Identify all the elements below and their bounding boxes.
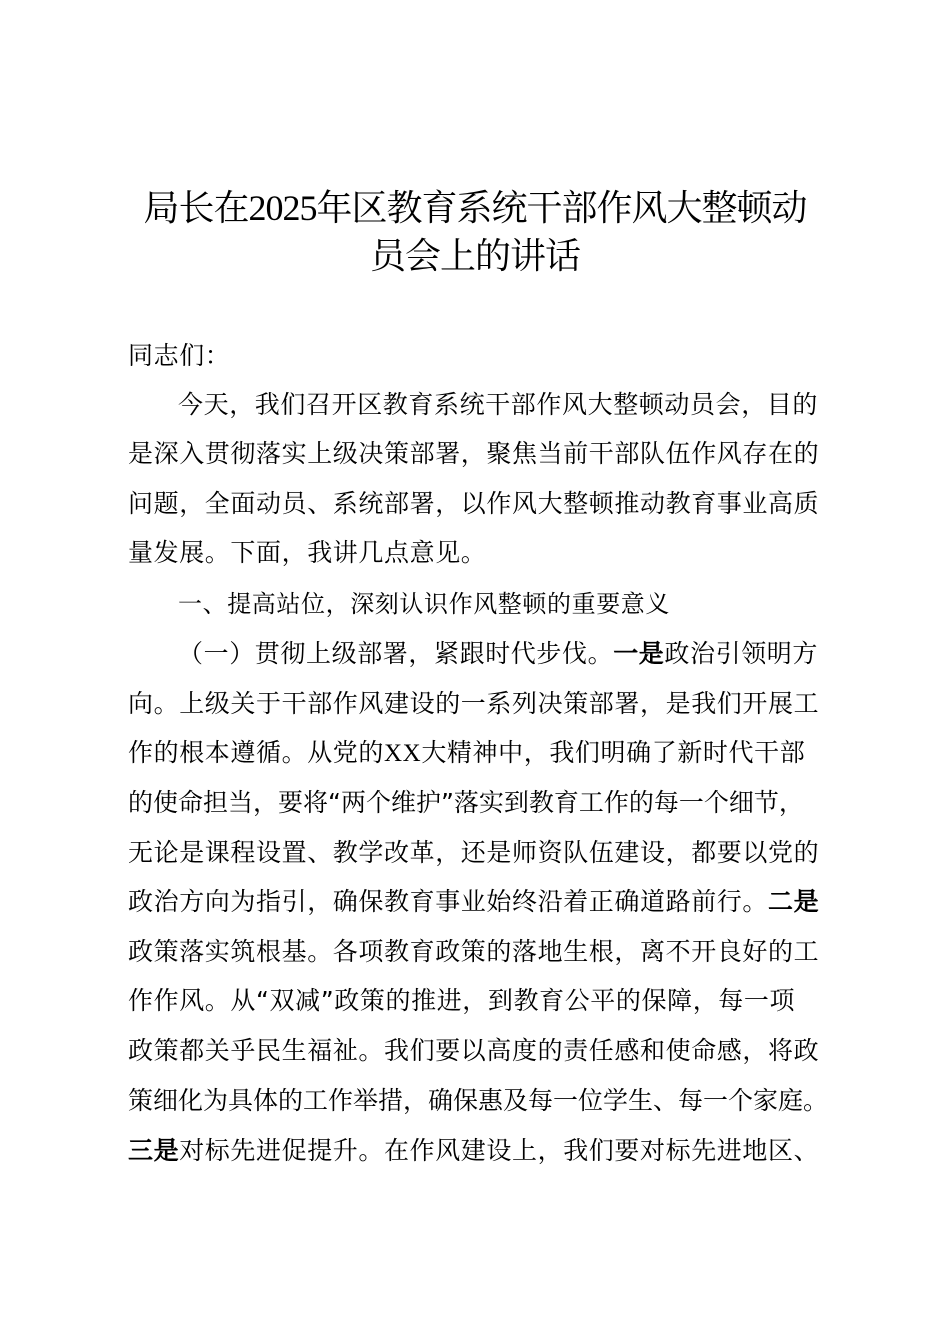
line-text: 作的根本遵循。从党的 bbox=[128, 738, 385, 767]
line-text: 大精神中，我们明确了新时代干部 bbox=[421, 738, 806, 767]
paragraph-line: 作作风。从“双减”政策的推进，到教育公平的保障，每一项 bbox=[128, 986, 796, 1015]
paragraph-line: 政策都关乎民生福祉。我们要以高度的责任感和使命感，将政 bbox=[128, 1036, 820, 1065]
bold-marker: 二是 bbox=[768, 887, 820, 916]
paragraph-line: 向。上级关于干部作风建设的一系列决策部署，是我们开展工 bbox=[128, 689, 820, 718]
paragraph-line: 的使命担当，要将“两个维护”落实到教育工作的每一个细节， bbox=[128, 788, 804, 817]
placeholder-xx: XX bbox=[384, 740, 422, 767]
paragraph-line: 量发展。下面，我讲几点意见。 bbox=[128, 538, 487, 567]
line-text: 政治方向为指引，确保教育事业始终沿着正确道路前行。 bbox=[128, 887, 769, 916]
paragraph-line bbox=[128, 886, 819, 918]
paragraph-line: 今天，我们召开区教育系统干部作风大整顿动员会，目的 bbox=[178, 390, 819, 419]
paragraph-line bbox=[178, 638, 818, 670]
title-rest: 年区教育系统干部作风大整顿动 bbox=[316, 188, 807, 229]
line-text: 政治引领明方 bbox=[664, 639, 819, 668]
bold-marker: 一是 bbox=[613, 639, 665, 668]
paragraph-line bbox=[128, 737, 805, 770]
subheading-text: （一）贯彻上级部署，紧跟时代步伐。 bbox=[178, 639, 614, 668]
paragraph-line: 策细化为具体的工作举措，确保惠及每一位学生、每一个家庭。 bbox=[128, 1086, 829, 1115]
line-text: 对标先进促提升。在作风建设上，我们要对标先进地区、 bbox=[179, 1136, 820, 1165]
paragraph-line bbox=[128, 1135, 819, 1167]
paragraph-line: 是深入贯彻落实上级决策部署，聚焦当前干部队伍作风存在的 bbox=[128, 439, 820, 468]
bold-marker: 三是 bbox=[128, 1136, 180, 1165]
paragraph-line: 政策落实筑根基。各项教育政策的落地生根，离不开良好的工 bbox=[128, 937, 820, 966]
section-heading: 一、提高站位，深刻认识作风整顿的重要意义 bbox=[178, 590, 670, 618]
paragraph-line: 问题，全面动员、系统部署，以作风大整顿推动教育事业高质 bbox=[128, 489, 820, 518]
document-title-line-1 bbox=[90, 184, 860, 233]
title-prefix: 局长在 bbox=[143, 188, 249, 229]
document-title-line-2: 员会上的讲话 bbox=[369, 236, 580, 277]
paragraph-line: 无论是课程设置、教学改革，还是师资队伍建设，都要以党的 bbox=[128, 838, 820, 867]
title-year: 2025 bbox=[248, 188, 317, 228]
salutation: 同志们： bbox=[128, 341, 231, 370]
